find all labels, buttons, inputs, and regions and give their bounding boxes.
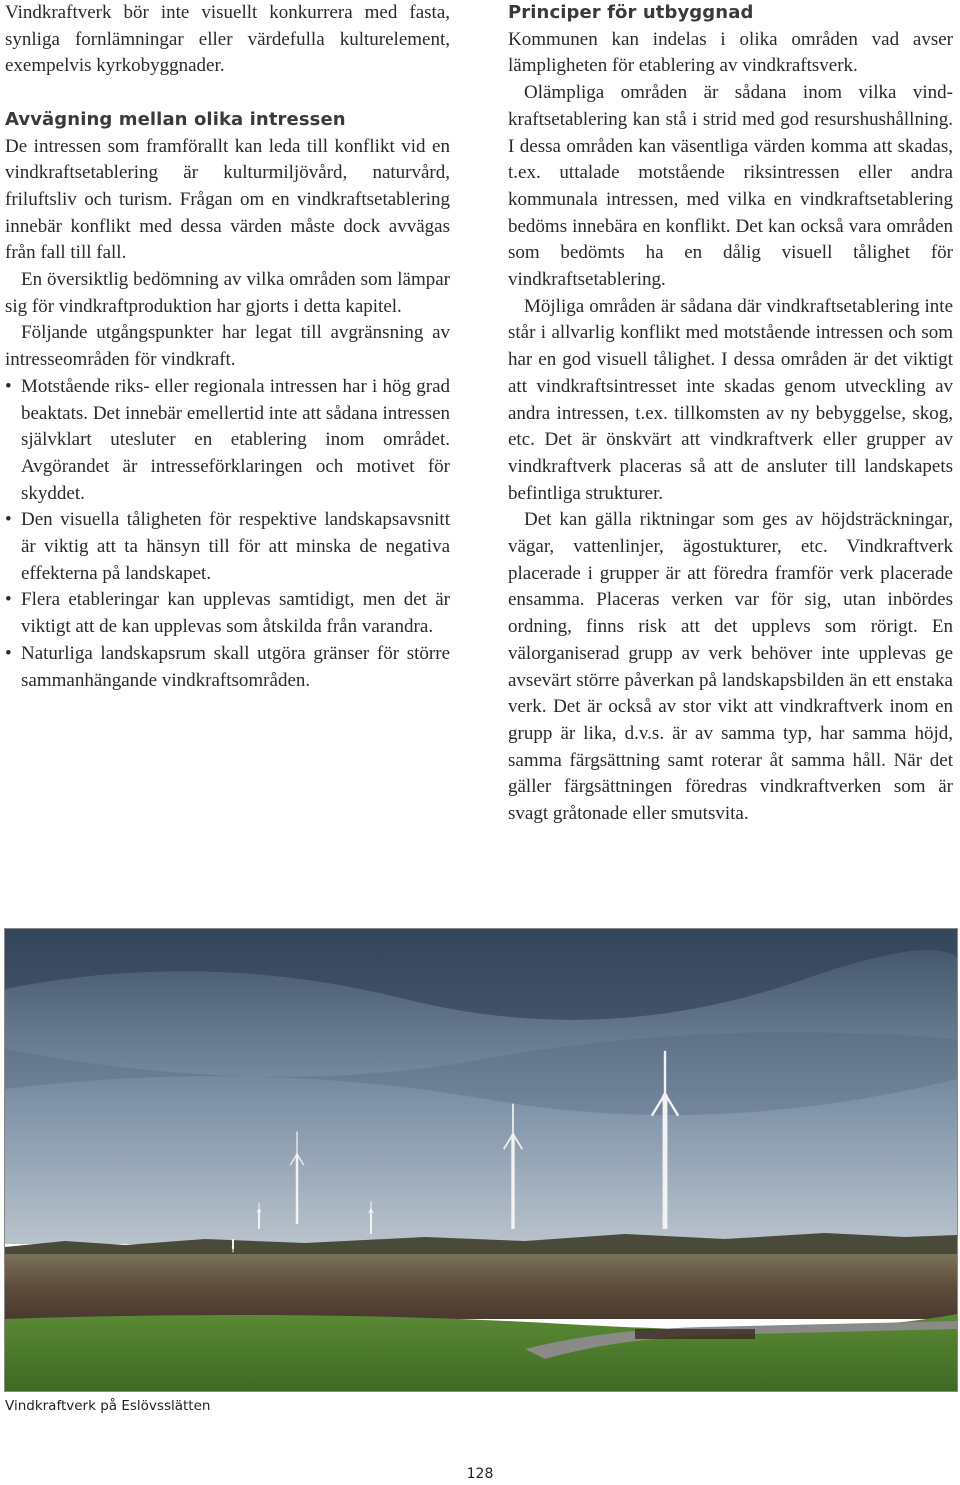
landscape-image <box>5 929 957 1391</box>
figure-caption: Vindkraftverk på Eslövsslätten <box>5 1398 211 1414</box>
page-number: 128 <box>466 1466 494 1482</box>
bullet-item: • Flera etableringar kan upplevas samtidigt, men det är viktigt att de kan upplevas som åtskilda från varandra. <box>5 587 450 640</box>
body-paragraph: Möjliga områden är sådana där vindkraftsetablering inte står i allvarlig konflikt med motstående intressen och som har en god visuell tålighet. I dessa områden är det viktigt att vindkraftsintresset inte skadas genom utveckling av andra intressen, t.ex. tillkomsten av ny bebyggelse, skog, etc. Det är önskvärt att vindkraftverk eller grupper av vindkraftverk placeras så att de ansluter till landskapets befintliga strukturer. <box>508 295 953 504</box>
bullet-item: • Den visuella tåligheten för respektive landskapsavsnitt är viktig att ta hänsyn till för att minska de negativa effekterna på landskapet. <box>5 507 450 587</box>
intro-paragraph: Vindkraftverk bör inte visuellt konkurrera med fasta, synliga fornlämningar eller värdefulla kulturelement, exempelvis kyrkobyggnader. <box>5 2 450 77</box>
fence <box>635 1329 755 1339</box>
bullet-list <box>5 374 450 694</box>
wind-turbine-photo <box>4 928 958 1392</box>
body-paragraph: Kommunen kan indelas i olika områden vad avser lämpligheten för etablering av vindkraftsverk. <box>508 28 953 77</box>
ploughed-field <box>5 1254 957 1319</box>
left-column <box>5 0 450 694</box>
body-paragraph: De intressen som framförallt kan leda till konflikt vid en vindkraftsetablering är kulturmiljövård, naturvård, friluftsliv och turism. Frågan om en vindkraftsetablering innebär konflikt med dessa värden måste dock avvägas från fall till fall. <box>5 135 450 264</box>
body-paragraph: En översiktlig bedömning av vilka områden som lämpar sig för vindkraftproduktion har gjorts i detta kapitel. <box>5 269 450 317</box>
bullet-item: • Motstående riks- eller regionala intressen har i hög grad beaktats. Det innebär emellertid inte att sådana intressen självklart utesluter en etablering inom området. Avgörandet är intresseförklaringen och motivet för skyddet. <box>5 374 450 508</box>
right-column <box>508 0 953 828</box>
section-heading: Avvägning mellan olika intressen <box>5 108 346 130</box>
body-paragraph: Följande utgångspunkter har legat till avgränsning av intresseområden för vindkraft. <box>5 322 450 371</box>
body-paragraph: Olämpliga områden är sådana inom vilka vindkraftsetablering kan stå i strid med god resurshushållning. I dessa områden kan väsentliga värden komma att skadas, t.ex. uttalade motstående riksintressen eller andra kommunala intressen, med vilka en vindkraftsetablering bedöms innebära en konflikt. Det kan också vara områden som bedömts ha en dålig visuell tålighet för vindkraftsetablering. <box>508 82 953 291</box>
section-heading: Principer för utbyggnad <box>508 2 754 23</box>
bullet-item: • Naturliga landskapsrum skall utgöra gränser för större sammanhängande vindkraftsområden. <box>5 641 450 694</box>
body-paragraph: Det kan gälla riktningar som ges av höjdsträckningar, vägar, vattenlinjer, ägostukturer, etc. Vindkraftverk placerade i grupper är att föredra framför verk placerade ensamma. Placeras verken var för sig, utan inbördes ordning, finns risk att det upplevs som rörigt. En välorganiserad grupp av verk behöver inte upplevas ge avsevärt större påverkan på landskapsbilden än ett enstaka verk. Det är också av stor vikt att vindkraftverk inom en grupp är lika, d.v.s. är av samma typ, har samma höjd, samma färgsättning samt roterar åt samma håll. När det gäller färgsättningen föredras vindkraftverken som är svagt gråtonade eller smutsvita. <box>508 509 953 825</box>
